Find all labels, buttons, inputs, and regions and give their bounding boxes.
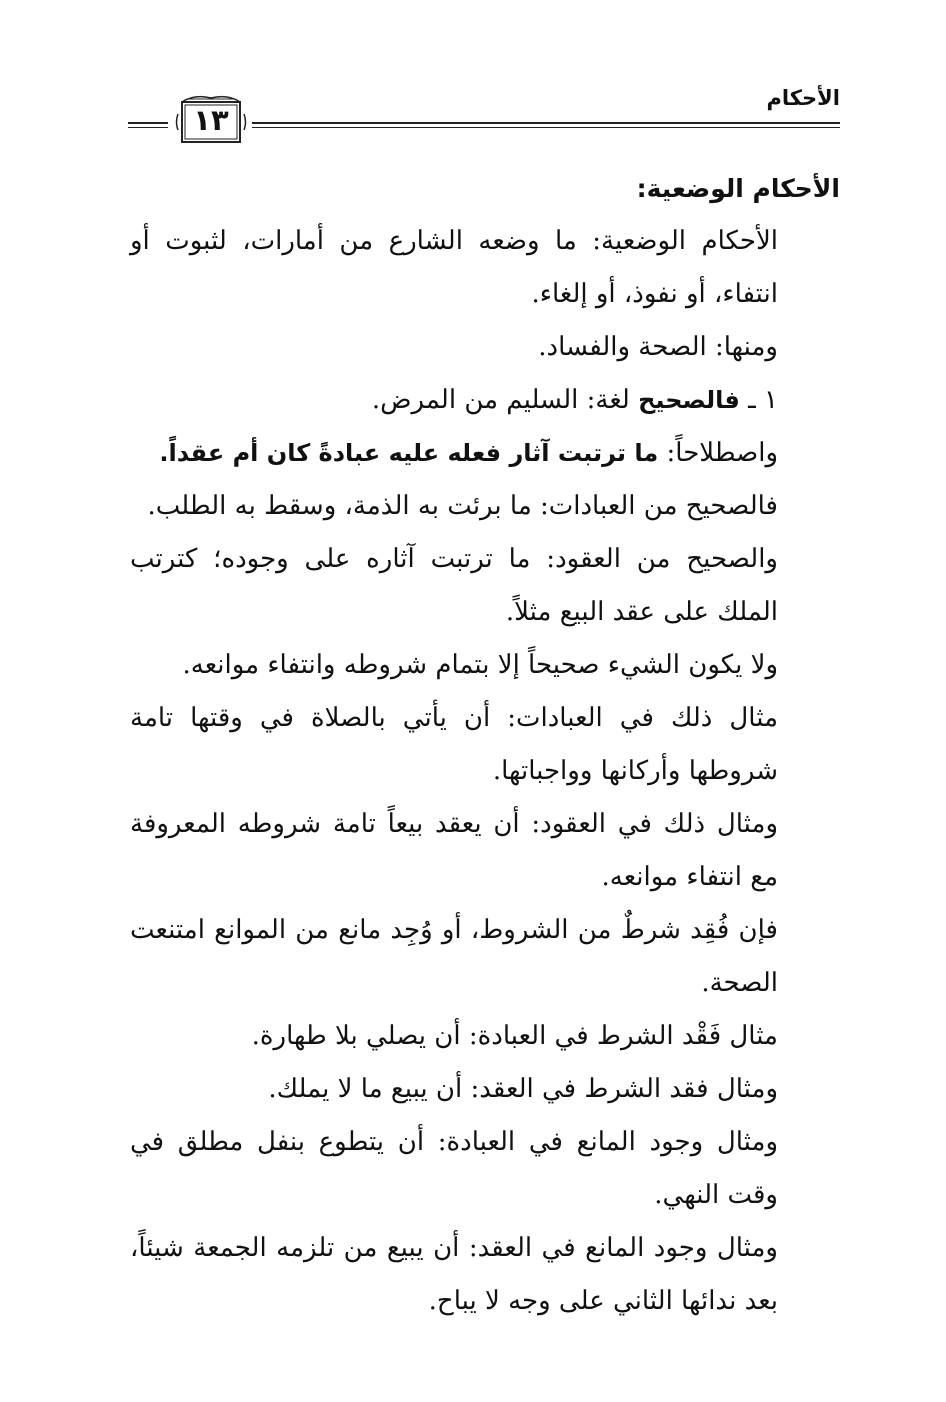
paragraph <box>130 374 840 427</box>
page-number-badge <box>174 94 248 148</box>
paragraph: فإن فُقِد شرطٌ من الشروط، أو وُجِد مانع من الموانع امتنعت الصحة. <box>130 915 778 998</box>
header-rule <box>252 122 840 124</box>
paragraph: مثال ذلك في العبادات: أن يأتي بالصلاة في وقتها تامة شروطها وأركانها وواجباتها. <box>130 703 778 786</box>
page-header <box>128 80 840 150</box>
term-bold: فالصحيح <box>638 386 740 414</box>
definition-bold: ما ترتبت آثار فعله عليه عبادةً كان أم عقداً. <box>159 439 659 467</box>
paragraph: فالصحيح من العبادات: ما برئت به الذمة، وسقط به الطلب. <box>147 491 778 521</box>
header-rule <box>252 127 840 128</box>
paragraph: ومثال وجود المانع في العبادة: أن يتطوع بنفل مطلق في وقت النهي. <box>130 1127 778 1210</box>
page-body <box>130 162 840 1328</box>
paragraph: الأحكام الوضعية: ما وضعه الشارع من أمارات، لثبوت أو انتفاء، أو نفوذ، أو إلغاء. <box>130 226 778 309</box>
header-rule <box>128 127 168 128</box>
section-heading: الأحكام الوضعية: <box>636 174 840 203</box>
header-rule <box>128 122 168 124</box>
paragraph: ولا يكون الشيء صحيحاً إلا بتمام شروطه وانتفاء موانعه. <box>182 650 778 680</box>
running-title: الأحكام <box>766 86 840 110</box>
paragraph: والصحيح من العقود: ما ترتبت آثاره على وجوده؛ كترتب الملك على عقد البيع مثلاً. <box>130 544 778 627</box>
paragraph <box>130 427 840 480</box>
paragraph: ومثال وجود المانع في العقد: أن يبيع من تلزمه الجمعة شيئاً، بعد ندائها الثاني على وجه لا يباح. <box>130 1233 778 1316</box>
page-number: ١٣ <box>193 103 229 137</box>
paragraph: ومثال ذلك في العقود: أن يعقد بيعاً تامة شروطه المعروفة مع انتفاء موانعه. <box>130 809 778 892</box>
paragraph: ومنها: الصحة والفساد. <box>538 332 778 362</box>
definition-label: واصطلاحاً: <box>658 438 778 468</box>
list-number: ١ ـ <box>739 385 778 415</box>
definition-text: لغة: السليم من المرض. <box>371 385 639 415</box>
paragraph: مثال فَقْد الشرط في العبادة: أن يصلي بلا طهارة. <box>251 1021 778 1051</box>
paragraph: ومثال فقد الشرط في العقد: أن يبيع ما لا يملك. <box>268 1074 778 1104</box>
